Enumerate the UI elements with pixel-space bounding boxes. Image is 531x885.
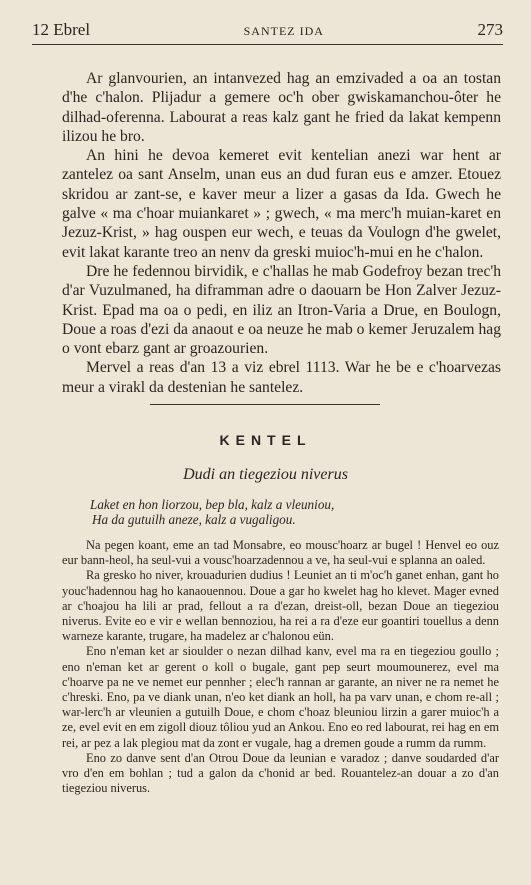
epigraph-line: Ha da gutuilh aneze, kalz a vugaligou.: [92, 512, 296, 528]
paragraph: Mervel a reas d'an 13 a viz ebrel 1113. War he be e c'hoarvezas meur a virakl da destenian he santelez.: [62, 359, 501, 396]
header-title: SANTEZ IDA: [243, 24, 324, 38]
paragraph: Ra gresko ho niver, krouadurien dudius ! Leuniet an ti m'oc'h ganet enhan, gant ho youc'hadennou hag ho kanaouennou. Doue a gar ho kwelet hag ho klevet. Mager evned ar c'hoajou ha lili ar prad, fellout a ra d'ezan, dreist-oll, bezan Doue an tiegeziou niverus. Evite eo e vir e wellan bennoziou, ha rei a ra d'eze eur goantiri touellus a denn warneze karante, trugare, ha madelez ar c'halonou eün.: [62, 568, 499, 644]
section-divider: [150, 404, 380, 405]
page-number: 273: [477, 20, 503, 39]
main-text: [62, 69, 501, 397]
epigraph-line: Laket en hon liorzou, bep bla, kalz a vleuniou,: [90, 497, 335, 512]
lesson-text: [62, 538, 499, 796]
header-date: 12 Ebrel: [32, 20, 91, 39]
paragraph: An hini he devoa kemeret evit kentelian anezi war hent ar zantelez oa sant Anselm, unan eus an dud furan eus e amzer. Etouez skridou ar zant-se, e kaver meur a lizer a gasas da Ida. Gwech he galve « ma c'hoar muiankaret » ; gwech, « ma merc'h muian-karet en Jezuz-Krist, » hag ouspen eur wech, e teuas da Voulogn d'he gwelet, evit lakat karante treo an nenv da greski muioc'h-mui en he c'halon.: [62, 147, 501, 261]
running-header: [32, 20, 503, 45]
paragraph: Eno zo danve sent d'an Otrou Doue da leunian e varadoz ; danve soudarded d'ar vro d'en em bohlan ; tud a galon da c'honid ar bed. Rouantelez-an douar a zo d'an tiegeziou niverus.: [62, 750, 499, 796]
lesson-title: Dudi an tiegeziou niverus: [183, 466, 348, 483]
section-heading: KENTEL: [219, 432, 312, 448]
paragraph: Dre he fedennou birvidik, e c'hallas he mab Godefroy bezan trec'h d'ar Vuzulmaned, ha diframman adre o daouarn be Hon Zalver Jezuz-Krist. Epad ma oa o pedi, en iliz an Itron-Varia a Drue, en Boulogn, Doue a roas d'ezi da anaout e oa neuze he mab o kemer Jeruzalem hag o vont ebarz gant ar groazourien.: [62, 262, 501, 358]
paragraph: Na pegen koant, eme an tad Monsabre, eo mousc'hoarz ar bugel ! Henvel eo ouz eur bann-heol, ha seul-vui a vousc'hoarzadennou a ve, ha seul-vui e splanna an oaled.: [62, 538, 499, 568]
paragraph: Ar glanvourien, an intanvezed hag an emzivaded a oa an tostan d'he c'halon. Plijadur a gemere oc'h ober gwiskamanchou-ôter he dilhad-oferenna. Labourat a reas kalz gant he fried da lakat kempenn ilizou he bro.: [62, 70, 501, 145]
epigraph: [90, 497, 491, 528]
paragraph: Eno n'eman ket ar sioulder o nezan dilhad kanv, evel ma ra en tiegeziou goullo ; eno n'eman ket ar gerent o koll o bugale, gant pep seurt moumounerez, evel ma c'hoarve pa ne ve nemet eur pennher ; elec'h rannan ar garante, an niver ne ra nemet he c'hreski. Eno, pa ve diank unan, n'eo ket diank an holl, ha pa varv unan, e chom re-all ; war-lerc'h ar vleunien a gutuilh Doue, e chom c'hoaz bleuniou lirzin a garer muioc'h a ze, evel evit en em zigoll diouz tôliou yud an Ankou. Eno eo red labourat, rei hag en em rei, ar pez a lak plegiou mat da zont er vugale, hag a dremen goude a rumm da rumm.: [62, 644, 499, 750]
